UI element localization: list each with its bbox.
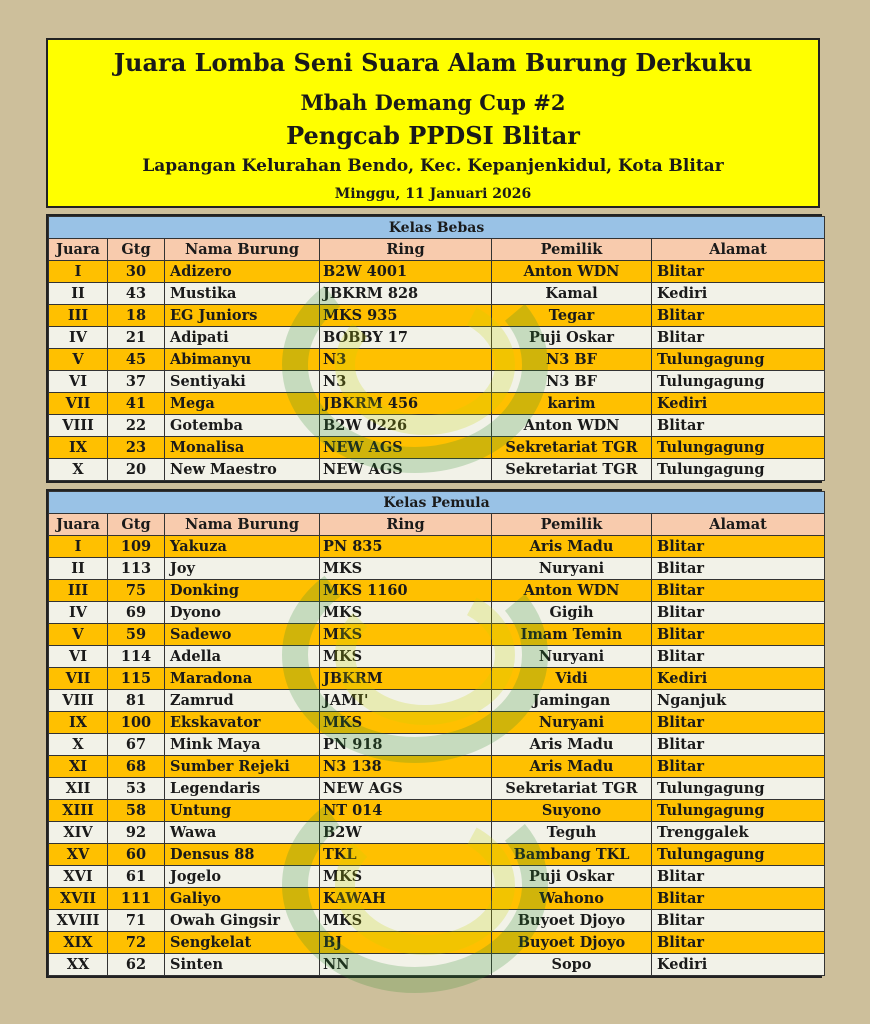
cell-gtg: 81 <box>108 690 165 712</box>
cell-ring: TKL <box>320 844 492 866</box>
cell-gtg: 22 <box>108 415 165 437</box>
cell-gtg: 67 <box>108 734 165 756</box>
cell-pemilik: Aris Madu <box>492 734 652 756</box>
cell-nama-burung: Donking <box>165 580 320 602</box>
cell-gtg: 68 <box>108 756 165 778</box>
cell-nama-burung: Zamrud <box>165 690 320 712</box>
cell-juara: XI <box>49 756 108 778</box>
organizer: Pengcab PPDSI Blitar <box>286 121 580 150</box>
cell-juara: XVI <box>49 866 108 888</box>
cell-alamat: Blitar <box>652 536 825 558</box>
cell-alamat: Blitar <box>652 261 825 283</box>
table-row <box>49 932 825 954</box>
cell-alamat: Blitar <box>652 558 825 580</box>
cell-alamat: Blitar <box>652 602 825 624</box>
table-body-pemula <box>49 536 825 976</box>
cell-nama-burung: Sadewo <box>165 624 320 646</box>
table-row <box>49 261 825 283</box>
cell-ring: BJ <box>320 932 492 954</box>
col-gtg: Gtg <box>108 514 165 536</box>
table-row <box>49 646 825 668</box>
cell-pemilik: Anton WDN <box>492 261 652 283</box>
cell-gtg: 115 <box>108 668 165 690</box>
cell-gtg: 30 <box>108 261 165 283</box>
cell-nama-burung: Sengkelat <box>165 932 320 954</box>
cell-pemilik: Sekretariat TGR <box>492 778 652 800</box>
cell-juara: XV <box>49 844 108 866</box>
cell-pemilik: Vidi <box>492 668 652 690</box>
cell-ring: N3 <box>320 349 492 371</box>
table-row <box>49 624 825 646</box>
cell-pemilik: Kamal <box>492 283 652 305</box>
cell-nama-burung: Gotemba <box>165 415 320 437</box>
cell-gtg: 59 <box>108 624 165 646</box>
cell-pemilik: karim <box>492 393 652 415</box>
cell-pemilik: Wahono <box>492 888 652 910</box>
cell-gtg: 20 <box>108 459 165 481</box>
cell-ring: KAWAH <box>320 888 492 910</box>
cell-alamat: Kediri <box>652 668 825 690</box>
col-ring: Ring <box>320 239 492 261</box>
cell-juara: III <box>49 580 108 602</box>
cell-alamat: Blitar <box>652 415 825 437</box>
cell-nama-burung: Sinten <box>165 954 320 976</box>
cell-gtg: 60 <box>108 844 165 866</box>
cell-ring: MKS <box>320 646 492 668</box>
cell-gtg: 61 <box>108 866 165 888</box>
cell-gtg: 111 <box>108 888 165 910</box>
cell-ring: B2W <box>320 822 492 844</box>
cell-nama-burung: Jogelo <box>165 866 320 888</box>
cell-alamat: Kediri <box>652 283 825 305</box>
cell-ring: MKS <box>320 712 492 734</box>
cell-alamat: Tulungagung <box>652 800 825 822</box>
cell-juara: V <box>49 349 108 371</box>
cell-juara: XII <box>49 778 108 800</box>
page-title: Juara Lomba Seni Suara Alam Burung Derkuku <box>113 48 753 77</box>
cell-nama-burung: New Maestro <box>165 459 320 481</box>
col-alamat: Alamat <box>652 514 825 536</box>
col-juara: Juara <box>49 514 108 536</box>
cell-nama-burung: Wawa <box>165 822 320 844</box>
cell-ring: NEW AGS <box>320 459 492 481</box>
cell-nama-burung: Mustika <box>165 283 320 305</box>
cell-gtg: 41 <box>108 393 165 415</box>
cell-nama-burung: Adipati <box>165 327 320 349</box>
table-row <box>49 778 825 800</box>
cell-juara: VII <box>49 393 108 415</box>
cell-gtg: 113 <box>108 558 165 580</box>
col-gtg: Gtg <box>108 239 165 261</box>
cell-pemilik: N3 BF <box>492 349 652 371</box>
table-row <box>49 866 825 888</box>
cell-pemilik: Puji Oskar <box>492 866 652 888</box>
cell-gtg: 71 <box>108 910 165 932</box>
cell-ring: JAMI' <box>320 690 492 712</box>
cell-juara: VII <box>49 668 108 690</box>
table-row <box>49 954 825 976</box>
cell-pemilik: Imam Temin <box>492 624 652 646</box>
table-row <box>49 800 825 822</box>
cell-pemilik: Tegar <box>492 305 652 327</box>
cell-gtg: 23 <box>108 437 165 459</box>
table-row <box>49 888 825 910</box>
cell-juara: I <box>49 261 108 283</box>
cell-juara: XVII <box>49 888 108 910</box>
cell-alamat: Blitar <box>652 712 825 734</box>
cell-alamat: Kediri <box>652 954 825 976</box>
cell-juara: II <box>49 558 108 580</box>
cell-juara: XIII <box>49 800 108 822</box>
cell-gtg: 62 <box>108 954 165 976</box>
table-row <box>49 305 825 327</box>
cell-ring: NEW AGS <box>320 778 492 800</box>
cell-alamat: Blitar <box>652 888 825 910</box>
class-title-bebas: Kelas Bebas <box>49 217 825 239</box>
table-row <box>49 371 825 393</box>
table-row <box>49 283 825 305</box>
cell-juara: IV <box>49 327 108 349</box>
cell-ring: JBKRM 828 <box>320 283 492 305</box>
cell-pemilik: Buyoet Djoyo <box>492 910 652 932</box>
cell-gtg: 109 <box>108 536 165 558</box>
cell-alamat: Blitar <box>652 580 825 602</box>
cell-ring: MKS <box>320 558 492 580</box>
cell-juara: VI <box>49 371 108 393</box>
venue: Lapangan Kelurahan Bendo, Kec. Kepanjenkidul, Kota Blitar <box>142 156 724 176</box>
cell-gtg: 75 <box>108 580 165 602</box>
class-title-pemula: Kelas Pemula <box>49 492 825 514</box>
cell-juara: II <box>49 283 108 305</box>
cell-ring: B2W 0226 <box>320 415 492 437</box>
cell-juara: X <box>49 459 108 481</box>
cell-pemilik: Puji Oskar <box>492 327 652 349</box>
cell-alamat: Nganjuk <box>652 690 825 712</box>
cell-gtg: 43 <box>108 283 165 305</box>
cell-juara: IV <box>49 602 108 624</box>
cell-nama-burung: Densus 88 <box>165 844 320 866</box>
cell-nama-burung: Dyono <box>165 602 320 624</box>
cell-alamat: Blitar <box>652 866 825 888</box>
cell-pemilik: Anton WDN <box>492 580 652 602</box>
cell-gtg: 18 <box>108 305 165 327</box>
cell-ring: MKS <box>320 910 492 932</box>
table-row <box>49 910 825 932</box>
cell-gtg: 100 <box>108 712 165 734</box>
cell-nama-burung: Legendaris <box>165 778 320 800</box>
cell-alamat: Trenggalek <box>652 822 825 844</box>
cell-juara: XIV <box>49 822 108 844</box>
cell-nama-burung: Owah Gingsir <box>165 910 320 932</box>
cell-juara: XX <box>49 954 108 976</box>
col-pemilik: Pemilik <box>492 239 652 261</box>
cell-ring: PN 835 <box>320 536 492 558</box>
table-row <box>49 459 825 481</box>
cell-alamat: Blitar <box>652 327 825 349</box>
table-row <box>49 536 825 558</box>
cell-juara: XVIII <box>49 910 108 932</box>
cell-nama-burung: Joy <box>165 558 320 580</box>
cell-pemilik: N3 BF <box>492 371 652 393</box>
col-alamat: Alamat <box>652 239 825 261</box>
cell-alamat: Tulungagung <box>652 844 825 866</box>
header-banner <box>46 38 820 208</box>
cell-juara: VI <box>49 646 108 668</box>
cup-name: Mbah Demang Cup #2 <box>300 90 566 115</box>
cell-nama-burung: Sumber Rejeki <box>165 756 320 778</box>
cell-pemilik: Bambang TKL <box>492 844 652 866</box>
cell-juara: IX <box>49 437 108 459</box>
cell-pemilik: Jamingan <box>492 690 652 712</box>
col-pemilik: Pemilik <box>492 514 652 536</box>
cell-juara: X <box>49 734 108 756</box>
cell-pemilik: Nuryani <box>492 646 652 668</box>
table-row <box>49 690 825 712</box>
column-header-row <box>49 239 825 261</box>
cell-alamat: Blitar <box>652 646 825 668</box>
event-date: Minggu, 11 Januari 2026 <box>334 186 532 202</box>
cell-pemilik: Nuryani <box>492 558 652 580</box>
cell-ring: MKS <box>320 602 492 624</box>
cell-gtg: 92 <box>108 822 165 844</box>
table-row <box>49 712 825 734</box>
cell-pemilik: Sekretariat TGR <box>492 459 652 481</box>
cell-juara: VIII <box>49 415 108 437</box>
cell-alamat: Blitar <box>652 932 825 954</box>
cell-juara: V <box>49 624 108 646</box>
cell-gtg: 69 <box>108 602 165 624</box>
cell-nama-burung: Untung <box>165 800 320 822</box>
cell-alamat: Tulungagung <box>652 459 825 481</box>
cell-nama-burung: Yakuza <box>165 536 320 558</box>
table-kelas-bebas <box>46 214 822 483</box>
cell-gtg: 37 <box>108 371 165 393</box>
cell-nama-burung: Mink Maya <box>165 734 320 756</box>
table-row <box>49 668 825 690</box>
table-row <box>49 756 825 778</box>
cell-nama-burung: EG Juniors <box>165 305 320 327</box>
cell-ring: MKS <box>320 866 492 888</box>
col-nama-burung: Nama Burung <box>165 239 320 261</box>
table-row <box>49 558 825 580</box>
table-row <box>49 580 825 602</box>
cell-pemilik: Anton WDN <box>492 415 652 437</box>
cell-gtg: 45 <box>108 349 165 371</box>
cell-juara: III <box>49 305 108 327</box>
cell-nama-burung: Abimanyu <box>165 349 320 371</box>
cell-nama-burung: Maradona <box>165 668 320 690</box>
cell-alamat: Blitar <box>652 734 825 756</box>
column-header-row <box>49 514 825 536</box>
cell-nama-burung: Mega <box>165 393 320 415</box>
cell-nama-burung: Galiyo <box>165 888 320 910</box>
cell-ring: NT 014 <box>320 800 492 822</box>
cell-ring: MKS 935 <box>320 305 492 327</box>
cell-alamat: Blitar <box>652 756 825 778</box>
cell-gtg: 114 <box>108 646 165 668</box>
cell-ring: MKS 1160 <box>320 580 492 602</box>
table-row <box>49 822 825 844</box>
cell-nama-burung: Adella <box>165 646 320 668</box>
cell-alamat: Tulungagung <box>652 437 825 459</box>
cell-juara: IX <box>49 712 108 734</box>
cell-gtg: 53 <box>108 778 165 800</box>
cell-ring: N3 <box>320 371 492 393</box>
cell-nama-burung: Monalisa <box>165 437 320 459</box>
cell-ring: N3 138 <box>320 756 492 778</box>
cell-nama-burung: Sentiyaki <box>165 371 320 393</box>
table-row <box>49 734 825 756</box>
table-kelas-pemula <box>46 489 822 978</box>
cell-gtg: 58 <box>108 800 165 822</box>
cell-pemilik: Gigih <box>492 602 652 624</box>
cell-pemilik: Suyono <box>492 800 652 822</box>
cell-ring: MKS <box>320 624 492 646</box>
cell-alamat: Kediri <box>652 393 825 415</box>
table-row <box>49 437 825 459</box>
table-row <box>49 393 825 415</box>
cell-pemilik: Sopo <box>492 954 652 976</box>
cell-ring: BOBBY 17 <box>320 327 492 349</box>
cell-ring: NEW AGS <box>320 437 492 459</box>
cell-nama-burung: Ekskavator <box>165 712 320 734</box>
cell-alamat: Tulungagung <box>652 349 825 371</box>
cell-nama-burung: Adizero <box>165 261 320 283</box>
cell-pemilik: Aris Madu <box>492 536 652 558</box>
cell-ring: PN 918 <box>320 734 492 756</box>
cell-alamat: Blitar <box>652 910 825 932</box>
cell-juara: I <box>49 536 108 558</box>
col-ring: Ring <box>320 514 492 536</box>
cell-ring: NN <box>320 954 492 976</box>
cell-alamat: Tulungagung <box>652 371 825 393</box>
cell-ring: B2W 4001 <box>320 261 492 283</box>
table-row <box>49 415 825 437</box>
cell-pemilik: Sekretariat TGR <box>492 437 652 459</box>
cell-gtg: 72 <box>108 932 165 954</box>
cell-juara: VIII <box>49 690 108 712</box>
cell-pemilik: Nuryani <box>492 712 652 734</box>
cell-alamat: Blitar <box>652 624 825 646</box>
cell-ring: JBKRM 456 <box>320 393 492 415</box>
cell-gtg: 21 <box>108 327 165 349</box>
table-row <box>49 844 825 866</box>
cell-pemilik: Aris Madu <box>492 756 652 778</box>
table-row <box>49 349 825 371</box>
cell-pemilik: Buyoet Djoyo <box>492 932 652 954</box>
col-nama-burung: Nama Burung <box>165 514 320 536</box>
table-row <box>49 602 825 624</box>
cell-alamat: Tulungagung <box>652 778 825 800</box>
cell-juara: XIX <box>49 932 108 954</box>
cell-pemilik: Teguh <box>492 822 652 844</box>
col-juara: Juara <box>49 239 108 261</box>
cell-ring: JBKRM <box>320 668 492 690</box>
table-row <box>49 327 825 349</box>
table-body-bebas <box>49 261 825 481</box>
cell-alamat: Blitar <box>652 305 825 327</box>
